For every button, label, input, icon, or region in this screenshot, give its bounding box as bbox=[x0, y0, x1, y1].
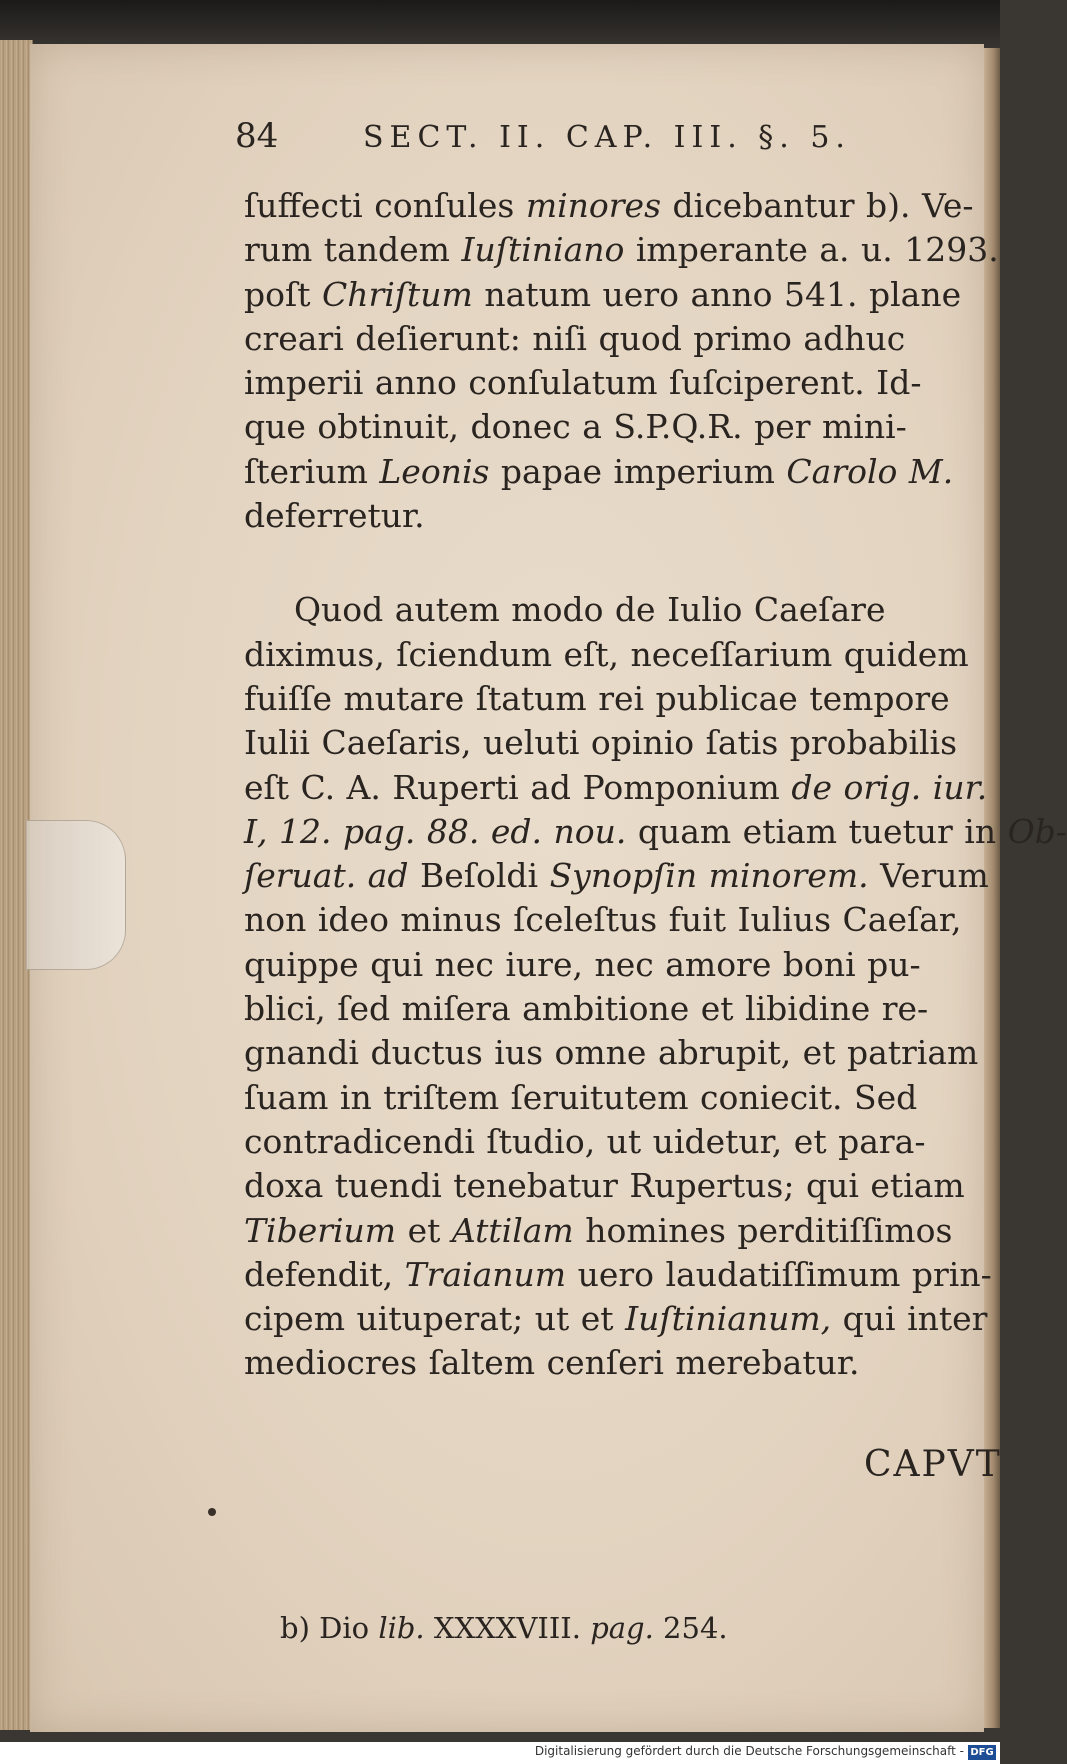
text-line: quippe qui nec iure, nec amore boni pu- bbox=[244, 944, 921, 984]
paragraph-gap bbox=[244, 538, 1000, 588]
text-line: Iulii Caeſaris, ueluti opinio ſatis probabilis bbox=[244, 723, 958, 763]
text-line: I, 12. pag. 88. ed. nou. quam etiam tuetur in Ob- bbox=[244, 811, 1067, 851]
catchword: CAPVT bbox=[864, 1444, 1002, 1485]
page-number: 84 bbox=[235, 116, 279, 156]
text-line: creari deſierunt: niſi quod primo adhuc bbox=[244, 318, 906, 358]
text-line: ſeruat. ad Beſoldi Synopſin minorem. Verum bbox=[244, 856, 989, 896]
text-line: poſt Chriſtum natum uero anno 541. plane bbox=[244, 274, 962, 314]
text-line: blici, ſed miſera ambitione et libidine re- bbox=[244, 989, 929, 1029]
text-line: rum tandem Iuſtiniano imperante a. u. 1293. bbox=[244, 230, 999, 270]
bookmark-strip bbox=[26, 820, 126, 970]
text-line: gnandi ductus ius omne abrupit, et patriam bbox=[244, 1033, 979, 1073]
section-header: SECT. II. CAP. III. §. 5. bbox=[363, 120, 851, 155]
credit-bar bbox=[0, 1742, 1000, 1764]
text-line: doxa tuendi tenebatur Rupertus; qui etiam bbox=[244, 1166, 965, 1206]
text-line: eſt C. A. Ruperti ad Pomponium de orig. iur. bbox=[244, 767, 988, 807]
text-line: Tiberium et Attilam homines perditiſſimos bbox=[244, 1210, 953, 1250]
text-line: Quod autem modo de Iulio Caeſare bbox=[294, 590, 886, 630]
text-line: mediocres ſaltem cenſeri merebatur. bbox=[244, 1343, 860, 1383]
text-line: imperii anno conſulatum ſuſciperent. Id- bbox=[244, 363, 922, 403]
text-line: ſterium Leonis papae imperium Carolo M. bbox=[244, 451, 954, 491]
text-line: fuiſſe mutare ſtatum rei publicae tempore bbox=[244, 678, 950, 718]
text-line: que obtinuit, donec a S.P.Q.R. per mini- bbox=[244, 407, 907, 447]
text-line: cipem uituperat; ut et Iuſtinianum, qui inter bbox=[244, 1299, 988, 1339]
text-line: defendit, Traianum uero laudatiſſimum prin- bbox=[244, 1254, 992, 1294]
text-line: ſuam in triſtem ſeruitutem coniecit. Sed bbox=[244, 1077, 918, 1117]
text-line: ſuffecti conſules minores dicebantur b). Ve- bbox=[244, 186, 974, 225]
text-line: non ideo minus ſceleſtus fuit Iulius Caeſar, bbox=[244, 900, 962, 940]
text-line: contradicendi ſtudio, ut uidetur, et para- bbox=[244, 1121, 926, 1161]
text-line: diximus, ſciendum eſt, neceſſarium quidem bbox=[244, 634, 969, 674]
digitization-credit: Digitalisierung gefördert durch die Deutsche Forschungsgemeinschaft - bbox=[534, 1744, 964, 1758]
book-page bbox=[30, 44, 1067, 1732]
footnote: b) Dio lib. XXXXVIII. pag. 254. bbox=[280, 1611, 728, 1645]
text-line: deferretur. bbox=[244, 496, 425, 536]
running-head bbox=[235, 116, 875, 166]
ink-dot bbox=[208, 1508, 216, 1516]
dfg-logo: DFG bbox=[968, 1745, 996, 1760]
body-text bbox=[244, 184, 1067, 1386]
